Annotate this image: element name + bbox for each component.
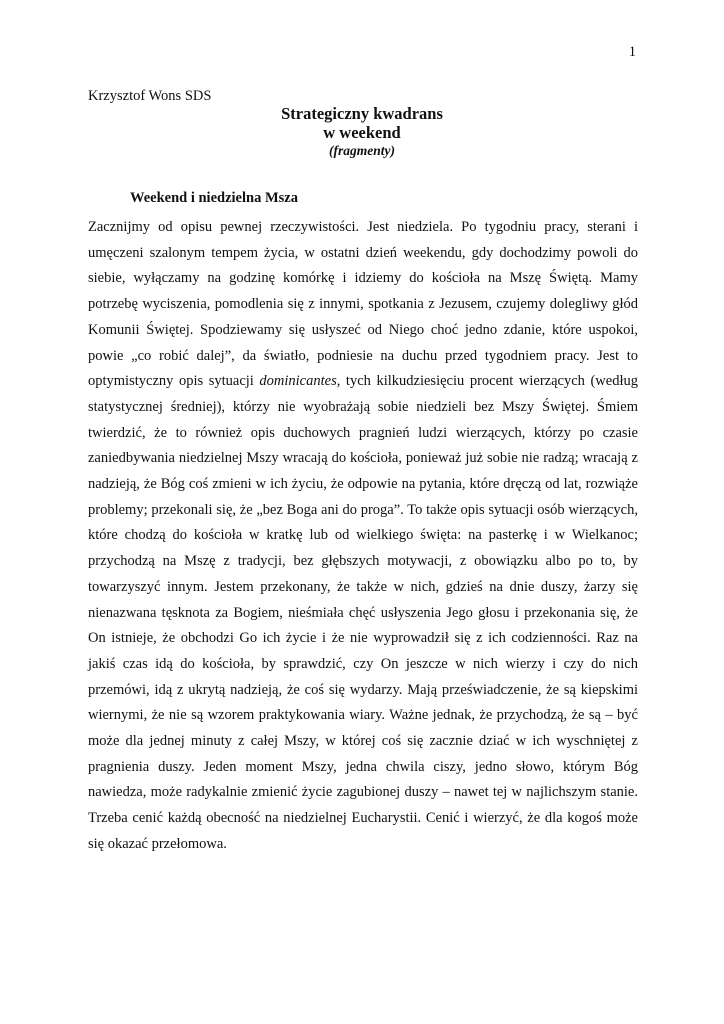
document-title-line-1: Strategiczny kwadrans xyxy=(281,104,443,123)
document-title-line-2: w weekend xyxy=(323,123,401,142)
title-block xyxy=(0,104,724,159)
page-number: 1 xyxy=(628,44,636,60)
body-paragraph xyxy=(88,215,638,858)
paragraph-text-part-1: Zacznijmy od opisu pewnej rzeczywistości. Jest niedziela. Po tygodniu pracy, sterani i umęczeni szalonym tempem życia, w ostatni dzień weekendu, gdy dochodzimy powoli do siebie, wyłączamy na godzinę komórkę i idziemy do kościoła na Mszę Świętą. Mamy potrzebę wyciszenia, pomodlenia się z innymi, spotkania z Jezusem, czujemy dolegliwy głód Komunii Świętej. Spodziewamy się usłyszeć od Niego choć jedno zdanie, które uspokoi, powie „co robić dalej”, da światło, podniesie na duchu przed tygodniem pracy. Jest to optymistyczny opis sytuacji xyxy=(88,219,638,390)
paragraph-text-part-2: , tych kilkudziesięciu procent wierzących (według statystycznej średniej), którzy nie wyobrażają sobie niedzieli bez Mszy Świętej. Śmiem twierdzić, że to również opis duchowych pragnień ludzi wierzących, którzy po czasie zaniedbywania niedzielnej Mszy wracają do kościoła, ponieważ już sobie nie radzą; wracają z nadzieją, że Bóg coś zmieni w ich życiu, że odpowie na pytania, które dręczą od lat, rozwiąże problemy; przekonali się, że „bez Boga ani do proga”. To także opis sytuacji osób wierzących, które chodzą do kościoła w kratkę lub od wielkiego święta: na pasterkę i w Wielkanoc; przychodzą na Mszę z tradycji, bez głębszych motywacji, z obowiązku albo po to, by towarzyszyć innym. Jestem przekonany, że także w nich, gdzieś na dnie duszy, żarzy się nienazwana tęsknota za Bogiem, nieśmiała chęć usłyszenia Jego głosu i przekonania się, że On istnieje, że obchodzi Go ich życie i że nie wyprowadził się z ich codzienności. Raz na jakiś czas idą do kościoła, by sprawdzić, czy On jeszcze w nich wierzy i czy do nich przemówi, idą z ukrytą nadzieją, że coś się wydarzy. Mają przeświadczenie, że są kiepskimi wiernymi, że nie są wzorem praktykowania wiary. Ważne jednak, że przychodzą, że są – być może dla jednej minuty z całej Mszy, w której coś się zacznie dziać w ich wyschniętej z pragnienia duszy. Jeden moment Mszy, jedna chwila ciszy, jedno słowo, którym Bóg nawiedza, może radykalnie zmienić życie zagubionej duszy – nawet tej w najlichszym stanie. Trzeba cenić każdą obecność na niedzielnej Eucharystii. Cenić i wierzyć, że dla kogoś może się okazać przełomowa. xyxy=(88,373,638,852)
author-line: Krzysztof Wons SDS xyxy=(88,88,212,104)
document-subtitle: (fragmenty) xyxy=(329,143,395,158)
section-heading: Weekend i niedzielna Msza xyxy=(130,190,298,206)
paragraph-italic-term: dominicantes xyxy=(259,373,337,390)
